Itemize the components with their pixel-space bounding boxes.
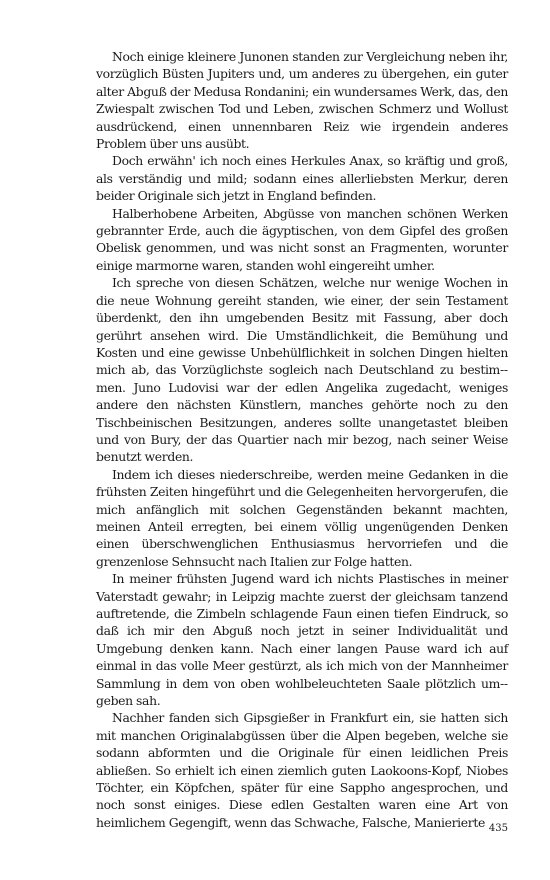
paragraph-4: Ich spreche von diesen Schätzen, welche nur wenige Wochen in die neue Wohnung gereiht standen, wie einer, der sein Testament überdenkt, den ihn umgebenden Besitz mit Fassung, aber doch gerührt ansehen wird. Die Umständlichkeit, die Bemühung und Kosten und eine gewisse Unbehülflichkeit in solchen Dingen hielten mich ab, das Vorzüglichste sogleich nach Deutschland zu bestim-men. Juno Ludovisi war der edlen Angelika zugedacht, weniges andere den nächsten Künstlern, manches gehörte noch zu den Tischbeinischen Besitzungen, anderes sollte unangetastet bleiben und von Bury, der das Quartier nach mir bezog, nach seiner Weise benutzt werden. [96,275,508,465]
paragraph-5: Indem ich dieses niederschreibe, werden meine Gedanken in die frühsten Zeiten hingeführt und die Gelegenheiten hervorgerufen, die mich anfänglich mit solchen Gegenständen bekannt machten, meinen Anteil erregten, bei einem völlig ungenügenden Denken einen überschwenglichen Enthusiasmus hervorriefen und die grenzenlose Sehnsucht nach Italien zur Folge hatten. [96,466,508,569]
paragraph-1: Noch einige kleinere Junonen standen zur Vergleichung neben ihr, vorzüglich Büsten Jupiters und, um anderes zu übergehen, ein guter alter Abguß der Medusa Rondanini; ein wundersames Werk, das, den Zwiespalt zwischen Tod und Leben, zwischen Schmerz und Wollust ausdrückend, einen unnennbaren Reiz wie irgendein anderes Problem über uns ausübt. [96,49,508,152]
paragraph-3: Halberhobene Arbeiten, Abgüsse von manchen schönen Werken gebrannter Erde, auch die ägyptischen, von dem Gipfel des großen Obelisk genommen, und was nicht sonst an Fragmenten, worunter einige marmorne waren, standen wohl eingereiht umher. [96,205,508,273]
page-number: 435 [488,823,508,834]
paragraph-6: In meiner frühsten Jugend ward ich nichts Plastisches in meiner Vaterstadt gewahr; in Leipzig machte zuerst der gleichsam tanzend auftretende, die Zimbeln schlagende Faun einen tiefen Eindruck, so daß ich mir den Abguß noch jetzt in seiner Individualität und Umgebung denken kann. Nach einer langen Pause ward ich auf einmal in das volle Meer gestürzt, als ich mich von der Mannheimer Sammlung in dem von oben wohlbeleuchteten Saale plötzlich um-geben sah. [96,571,508,709]
body-text [96,48,508,831]
paragraph-7: Nachher fanden sich Gipsgießer in Frankfurt ein, sie hatten sich mit manchen Originalabgüssen über die Alpen begeben, welche sie sodann abformten und die Originale für einen leidlichen Preis abließen. So erhielt ich einen ziemlich guten Laokoons-Kopf, Niobes Töchter, ein Köpfchen, später für eine Sappho angesprochen, und noch sonst einiges. Diese edlen Gestalten waren eine Art von heimlichem Gegengift, wenn das Schwache, Falsche, Manierierte [96,710,508,830]
paragraph-2: Doch erwähn' ich noch eines Herkules Anax, so kräftig und groß, als verständig und mild; sodann eines allerliebsten Merkur, deren beider Originale sich jetzt in England befinden. [96,153,508,204]
